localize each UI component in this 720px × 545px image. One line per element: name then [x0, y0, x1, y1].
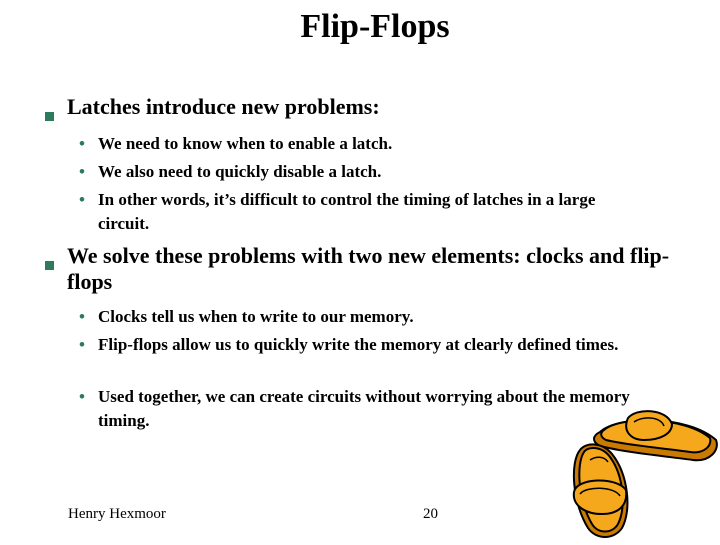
footer-author: Henry Hexmoor [68, 506, 166, 522]
subbullet-1-2-text: We also need to quickly disable a latch. [98, 162, 382, 181]
dot-bullet-icon: • [79, 335, 85, 354]
dot-bullet-icon: • [79, 162, 85, 181]
dot-bullet-icon: • [79, 387, 85, 406]
square-bullet-icon [45, 250, 54, 259]
subbullet-2-3 [79, 385, 649, 433]
bullet-1 [45, 94, 685, 120]
sandals-icon [568, 410, 720, 540]
subbullet-2-1-text: Clocks tell us when to write to our memory. [98, 307, 414, 326]
subbullet-2-1 [79, 305, 649, 329]
dot-bullet-icon: • [79, 307, 85, 326]
bullet-2-text: We solve these problems with two new elements: clocks and flip-flops [67, 243, 670, 294]
bullet-2 [45, 243, 685, 295]
bullet-1-text: Latches introduce new problems: [67, 94, 380, 119]
square-bullet-icon [45, 101, 54, 110]
subbullet-1-1-text: We need to know when to enable a latch. [98, 134, 393, 153]
subbullet-1-1 [79, 132, 649, 156]
subbullet-2-3-text: Used together, we can create circuits without worrying about the memory timing. [98, 387, 630, 430]
dot-bullet-icon: • [79, 190, 85, 209]
subbullet-2-2-text: Flip-flops allow us to quickly write the memory at clearly defined times. [98, 335, 619, 354]
subbullet-1-2 [79, 160, 649, 184]
dot-bullet-icon: • [79, 134, 85, 153]
subbullet-1-3-text: In other words, it’s difficult to control the timing of latches in a large circuit. [98, 190, 596, 233]
slide-title: Flip-Flops [300, 8, 450, 45]
subbullet-1-3 [79, 188, 649, 236]
page-number: 20 [423, 506, 438, 522]
subbullet-2-2 [79, 333, 649, 357]
